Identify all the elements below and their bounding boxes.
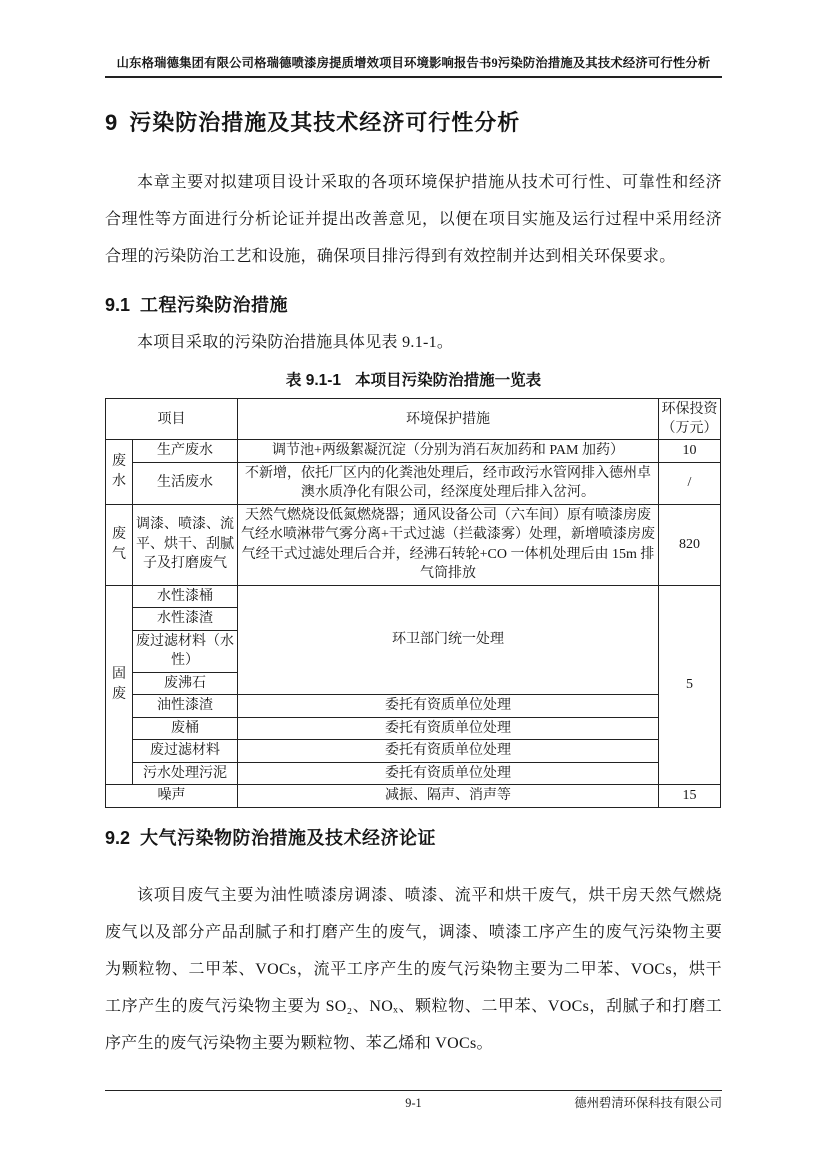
table-row <box>106 785 721 808</box>
chapter-title-text: 污染防治措施及其技术经济可行性分析 <box>129 110 521 135</box>
chapter-heading <box>105 108 722 138</box>
intro-paragraph: 本章主要对拟建项目设计采取的各项环境保护措施从技术可行性、可靠性和经济合理性等方面进行分析论证并提出改善意见，以便在项目实施及运行过程中采用经济合理的污染防治工艺和设施，确保项目排污得到有效控制并达到相关环保要求。 <box>105 174 722 265</box>
section-9-1-title-text: 工程污染防治措施 <box>140 295 289 315</box>
header-measure: 环境保护措施 <box>238 399 659 440</box>
running-header: 山东格瑞德集团有限公司格瑞德喷漆房提质增效项目环境影响报告书9污染防治措施及其技术经济可行性分析 <box>105 55 722 78</box>
measure-waste-filter-material: 委托有资质单位处理 <box>238 740 659 763</box>
investment-production-wastewater: 10 <box>659 440 721 463</box>
measure-noise: 减振、隔声、消声等 <box>238 785 659 808</box>
item-production-wastewater: 生产废水 <box>133 440 238 463</box>
table-row <box>106 695 721 718</box>
table-caption-title: 本项目污染防治措施一览表 <box>355 372 542 389</box>
item-oily-paint-residue: 油性漆渣 <box>133 695 238 718</box>
section-9-2-paragraph: 该项目废气主要为油性喷漆房调漆、喷漆、流平和烘干废气，烘干房天然气燃烧废气以及部分产品刮腻子和打磨产生的废气，调漆、喷漆工序产生的废气污染物主要为颗粒物、二甲苯、VOCs，流平工序产生的废气污染物主要为二甲苯、VOCs，烘干工序产生的废气污染物主要为 SO₂、NOₓ、颗粒物、二甲苯、VOCs，刮腻子和打磨工序产生的废气污染物主要为颗粒物、苯乙烯和 VOCs。 <box>105 886 722 1052</box>
section-9-2-number: 9.2 <box>105 827 131 848</box>
item-waste-filter-material-waterborne: 废过滤材料（水性） <box>133 630 238 672</box>
item-waterborne-paint-residue: 水性漆渣 <box>133 608 238 631</box>
table-row <box>106 585 721 608</box>
table-caption-label: 表 9.1-1 <box>285 372 342 389</box>
item-domestic-wastewater: 生活废水 <box>133 462 238 504</box>
page-number: 9-1 <box>405 1096 422 1110</box>
chapter-number: 9 <box>105 110 118 135</box>
measure-oily-paint-residue: 委托有资质单位处理 <box>238 695 659 718</box>
investment-waste-gas: 820 <box>659 504 721 585</box>
table-row <box>106 440 721 463</box>
item-waste-filter-material: 废过滤材料 <box>133 740 238 763</box>
table-row <box>106 717 721 740</box>
measure-waste-bucket: 委托有资质单位处理 <box>238 717 659 740</box>
table-header-row <box>106 399 721 440</box>
section-9-2-title-text: 大气污染物防治措施及技术经济论证 <box>140 827 437 848</box>
investment-domestic-wastewater: / <box>659 462 721 504</box>
header-investment: 环保投资（万元） <box>659 399 721 440</box>
running-footer <box>105 1090 722 1111</box>
item-waste-gas: 调漆、喷漆、流平、烘干、刮腻子及打磨废气 <box>133 504 238 585</box>
item-noise: 噪声 <box>106 785 238 808</box>
pollution-measures-table <box>105 398 721 808</box>
footer-company-name: 德州碧清环保科技有限公司 <box>574 1096 722 1110</box>
measure-domestic-wastewater: 不新增，依托厂区内的化粪池处理后，经市政污水管网排入德州卓澳水质净化有限公司，经深度处理后排入岔河。 <box>238 462 659 504</box>
investment-solid-waste: 5 <box>659 585 721 785</box>
section-9-1-paragraph: 本项目采取的污染防治措施具体见表 9.1-1。 <box>137 334 454 351</box>
measure-sewage-sludge: 委托有资质单位处理 <box>238 762 659 785</box>
category-solid-waste: 固废 <box>106 585 133 785</box>
table-row <box>106 762 721 785</box>
item-sewage-sludge: 污水处理污泥 <box>133 762 238 785</box>
measure-municipal-disposal: 环卫部门统一处理 <box>238 585 659 695</box>
investment-noise: 15 <box>659 785 721 808</box>
table-row <box>106 740 721 763</box>
category-waste-gas: 废气 <box>106 504 133 585</box>
item-waste-zeolite: 废沸石 <box>133 672 238 695</box>
item-waste-bucket: 废桶 <box>133 717 238 740</box>
table-caption <box>105 371 722 391</box>
header-item: 项目 <box>106 399 238 440</box>
section-9-1-heading <box>105 292 722 318</box>
table-row <box>106 462 721 504</box>
section-9-1-number: 9.1 <box>105 295 131 315</box>
measure-waste-gas: 天然气燃烧设低氮燃烧器；通风设备公司（六车间）原有喷漆房废气经水喷淋带气雾分离+干式过滤（拦截漆雾）处理，新增喷漆房废气经干式过滤处理后合并，经沸石转轮+CO 一体机处理后由 15m 排气筒排放 <box>238 504 659 585</box>
category-wastewater: 废水 <box>106 440 133 505</box>
section-9-2-heading <box>105 825 722 851</box>
table-row <box>106 504 721 585</box>
item-waterborne-paint-bucket: 水性漆桶 <box>133 585 238 608</box>
measure-production-wastewater: 调节池+两级絮凝沉淀（分别为消石灰加药和 PAM 加药） <box>238 440 659 463</box>
